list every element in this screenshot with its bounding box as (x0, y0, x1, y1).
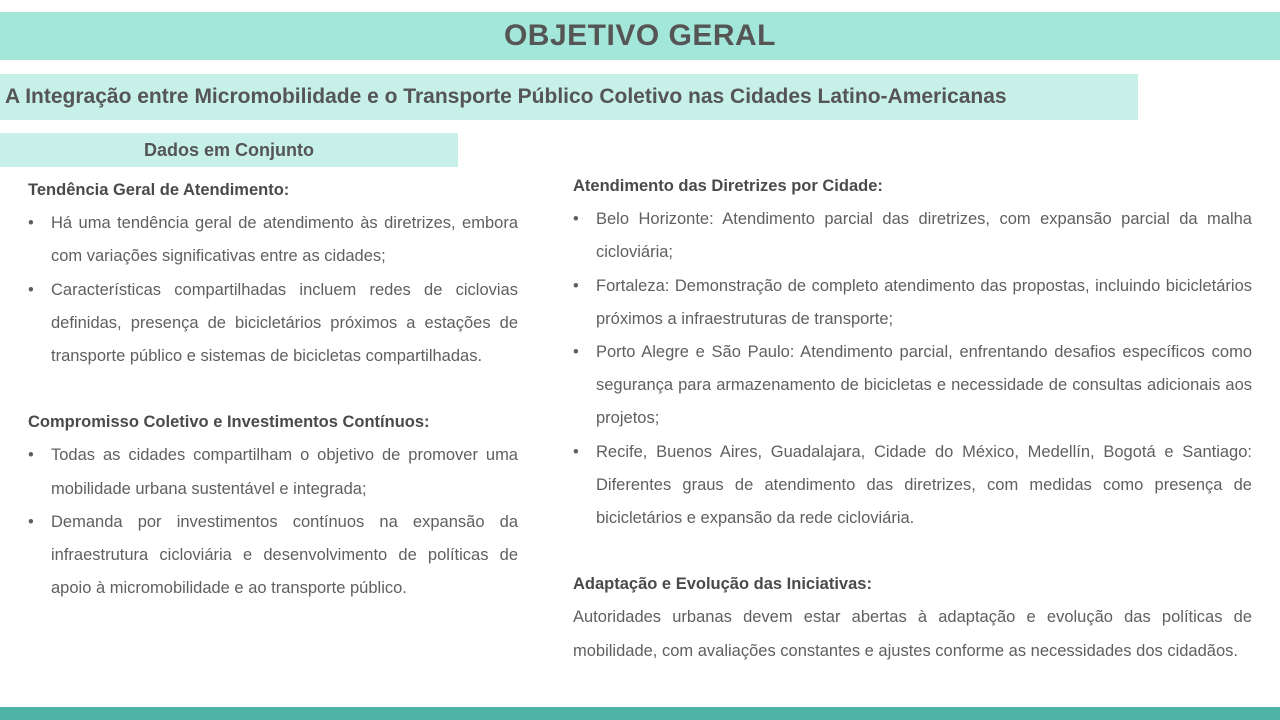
block-title-adaptacao: Adaptação e Evolução das Iniciativas: (573, 575, 872, 594)
bullet-list-compromisso (28, 439, 518, 605)
section-banner (0, 133, 458, 167)
list-item: • Fortaleza: Demonstração de completo atendimento das propostas, incluindo bicicletários próximos a infraestruturas de transporte; (573, 270, 1252, 336)
list-item: • Há uma tendência geral de atendimento às diretrizes, embora com variações significativas entre as cidades; (28, 207, 518, 273)
bullet-list-tendencia (28, 207, 518, 373)
bullet-list-cidades (573, 203, 1252, 535)
list-item: • Todas as cidades compartilham o objetivo de promover uma mobilidade urbana sustentável e integrada; (28, 439, 518, 505)
footer-strip (0, 707, 1280, 720)
paragraph-adaptacao: Autoridades urbanas devem estar abertas à adaptação e evolução das políticas de mobilidade, com avaliações constantes e ajustes conforme as necessidades dos cidadãos. (573, 608, 1252, 660)
title-banner (0, 12, 1280, 60)
right-column (573, 170, 1252, 668)
list-item: • Belo Horizonte: Atendimento parcial das diretrizes, com expansão parcial da malha cicloviária; (573, 203, 1252, 269)
list-item: • Recife, Buenos Aires, Guadalajara, Cidade do México, Medellín, Bogotá e Santiago: Diferentes graus de atendimento das diretrizes, com medidas como presença de bicicletários e expansão da rede cicloviária. (573, 436, 1252, 536)
block-title-tendencia: Tendência Geral de Atendimento: (28, 181, 290, 199)
section-heading: Dados em Conjunto (144, 139, 314, 160)
block-title-compromisso: Compromisso Coletivo e Investimentos Contínuos: (28, 413, 430, 432)
subtitle-banner (0, 74, 1138, 120)
page-subtitle: A Integração entre Micromobilidade e o Transporte Público Coletivo nas Cidades Latino-Americanas (5, 85, 1007, 108)
list-item: • Características compartilhadas incluem redes de ciclovias definidas, presença de bicicletários próximos a estações de transporte público e sistemas de bicicletas compartilhadas. (28, 274, 518, 374)
block-title-atendimento: Atendimento das Diretrizes por Cidade: (573, 177, 883, 195)
spacer (28, 373, 518, 406)
list-item: • Porto Alegre e São Paulo: Atendimento parcial, enfrentando desafios específicos como segurança para armazenamento de bicicletas e necessidade de consultas adicionais aos projetos; (573, 336, 1252, 436)
left-column (28, 174, 518, 605)
spacer (573, 535, 1252, 568)
page-title: OBJETIVO GERAL (503, 19, 777, 52)
list-item: • Demanda por investimentos contínuos na expansão da infraestrutura cicloviária e desenvolvimento de políticas de apoio à micromobilidade e ao transporte público. (28, 506, 518, 606)
